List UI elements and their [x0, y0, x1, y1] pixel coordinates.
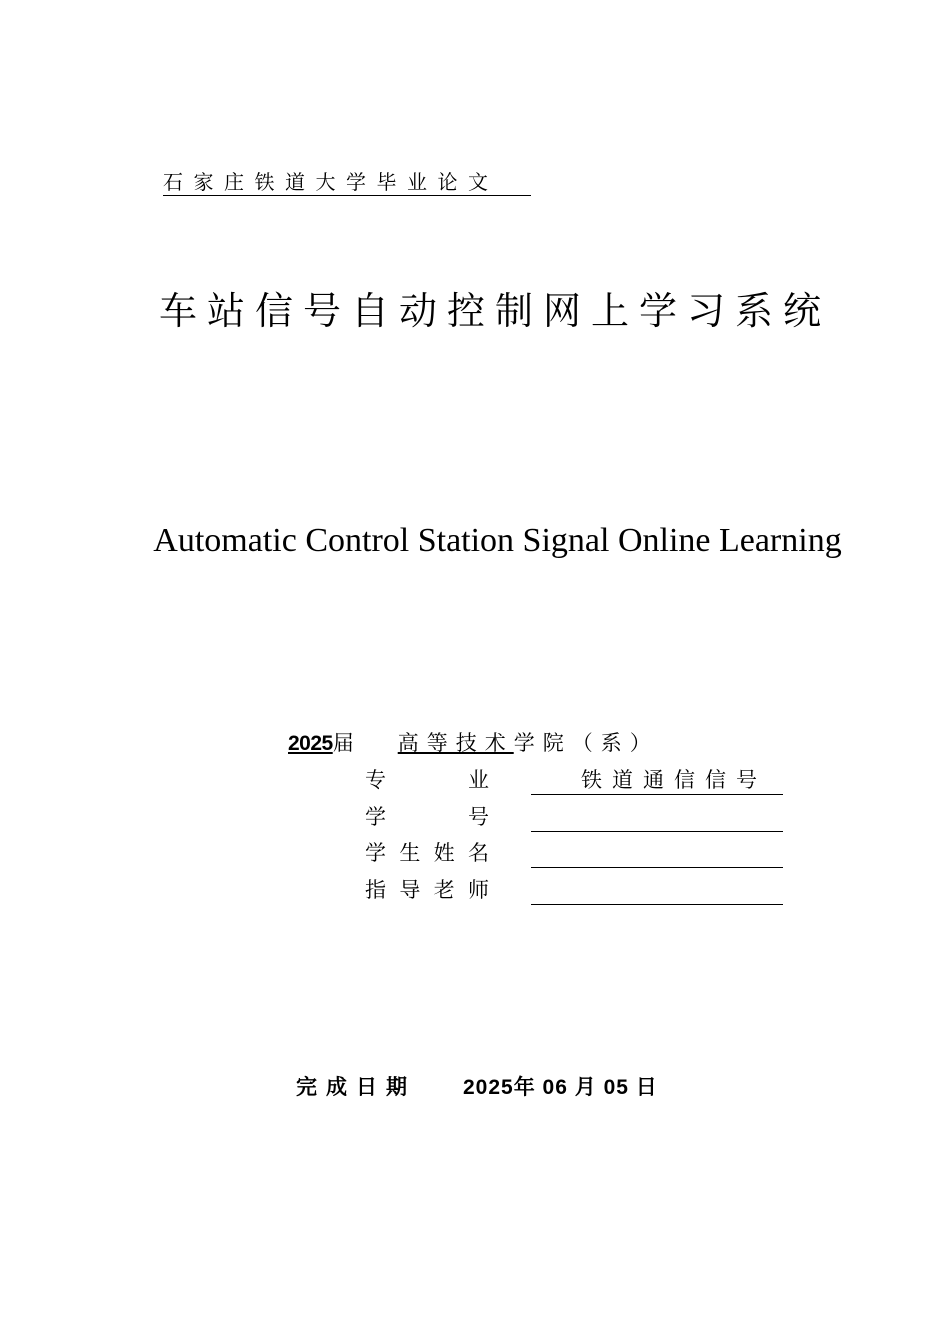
info-row-major — [365, 765, 783, 795]
cohort-year-suffix: 届 — [332, 731, 354, 755]
student-name-label: 学 生 姓 名 — [365, 841, 489, 865]
info-row-student-id — [365, 802, 783, 832]
completion-date-line — [296, 1072, 658, 1102]
thesis-title-english: Automatic Control Station Signal Online Learning — [153, 522, 842, 559]
college-suffix: 学院（系） — [513, 731, 659, 755]
university-thesis-header: 石家庄铁道大学毕业论文 — [163, 169, 531, 196]
info-row-student-name — [365, 838, 783, 868]
advisor-value — [531, 875, 783, 905]
advisor-label: 指 导 老 师 — [365, 878, 489, 902]
student-name-value — [531, 838, 783, 868]
major-label: 专 业 — [365, 768, 489, 792]
thesis-title-chinese: 车站信号自动控制网上学习系统 — [158, 289, 831, 333]
major-value: 铁道通信信号 — [531, 765, 783, 795]
completion-date-label: 完成日期 — [296, 1075, 416, 1099]
cohort-year: 2025 — [288, 732, 333, 755]
info-row-advisor — [365, 875, 783, 905]
student-id-value — [531, 802, 783, 832]
cohort-college-line — [288, 728, 659, 758]
completion-date-value: 2025年 06 月 05 日 — [463, 1076, 658, 1099]
college-name: 高等技术 — [397, 731, 514, 755]
student-id-label: 学 号 — [365, 805, 489, 829]
